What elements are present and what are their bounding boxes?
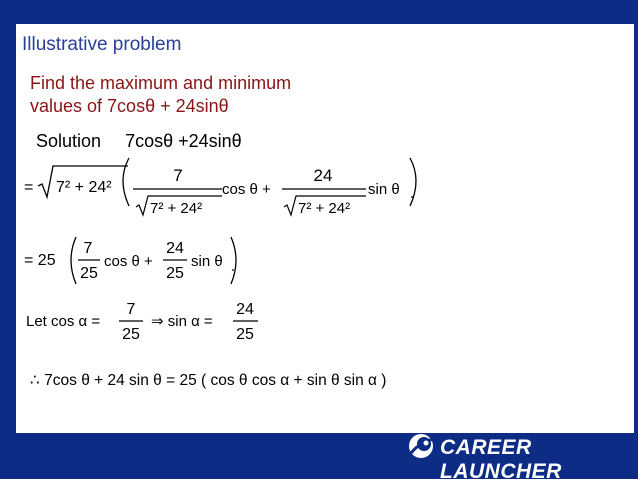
eq1-dot — [411, 196, 413, 198]
eq2-left-paren — [71, 237, 76, 284]
equation-3 — [26, 301, 258, 343]
eq1-right-paren — [410, 158, 416, 206]
eq1-equals: = — [24, 179, 34, 196]
eq3-frac1-numerator: 7 — [126, 301, 136, 318]
logo-text: CAREER LAUNCHER — [440, 436, 562, 483]
eq3-frac2-numerator: 24 — [236, 301, 254, 318]
eq2-frac2-denominator: 25 — [166, 265, 184, 282]
eq2-right-paren — [231, 237, 236, 284]
eq1-frac2-denominator: 7² + 24² — [298, 200, 351, 217]
eq1-sin-term: sin θ — [368, 181, 400, 198]
eq2-prefix: = 25 — [24, 252, 56, 269]
equation-2 — [24, 237, 236, 284]
eq1-sqrt-expr: 7² + 24² — [56, 179, 112, 196]
eq3-implies-term: ⇒ sin α = — [151, 313, 213, 330]
solution-label: Solution — [36, 131, 102, 151]
equation-4 — [30, 372, 386, 389]
solution-expression: 7cosθ +24sinθ — [125, 131, 242, 151]
eq3-let-term: Let cos α = — [26, 313, 101, 330]
problem-line-2: values of 7cosθ + 24sinθ — [30, 96, 229, 116]
eq1-frac2-numerator: 24 — [313, 166, 333, 185]
eq2-cos-term: cos θ + — [104, 253, 153, 270]
eq3-frac1-denominator: 25 — [122, 326, 140, 343]
eq4-conclusion: ∴ 7cos θ + 24 sin θ = 25 ( cos θ cos α + sin θ sin α ) — [30, 372, 387, 389]
eq2-frac1-numerator: 7 — [83, 240, 93, 257]
eq1-cos-term: cos θ + — [222, 181, 271, 198]
problem-line-1: Find the maximum and minimum — [30, 73, 292, 93]
eq2-frac1-denominator: 25 — [80, 265, 98, 282]
eq1-frac1-numerator: 7 — [173, 166, 183, 185]
eq1-frac1-denominator: 7² + 24² — [150, 200, 203, 217]
logo-swoosh-icon — [409, 434, 435, 458]
eq2-dot — [232, 269, 234, 271]
eq1-left-paren — [123, 158, 129, 206]
slide-title: Illustrative problem — [22, 34, 182, 55]
equation-1 — [24, 158, 416, 217]
eq3-frac2-denominator: 25 — [236, 326, 254, 343]
eq2-sin-term: sin θ — [191, 253, 223, 270]
eq2-frac2-numerator: 24 — [166, 240, 184, 257]
